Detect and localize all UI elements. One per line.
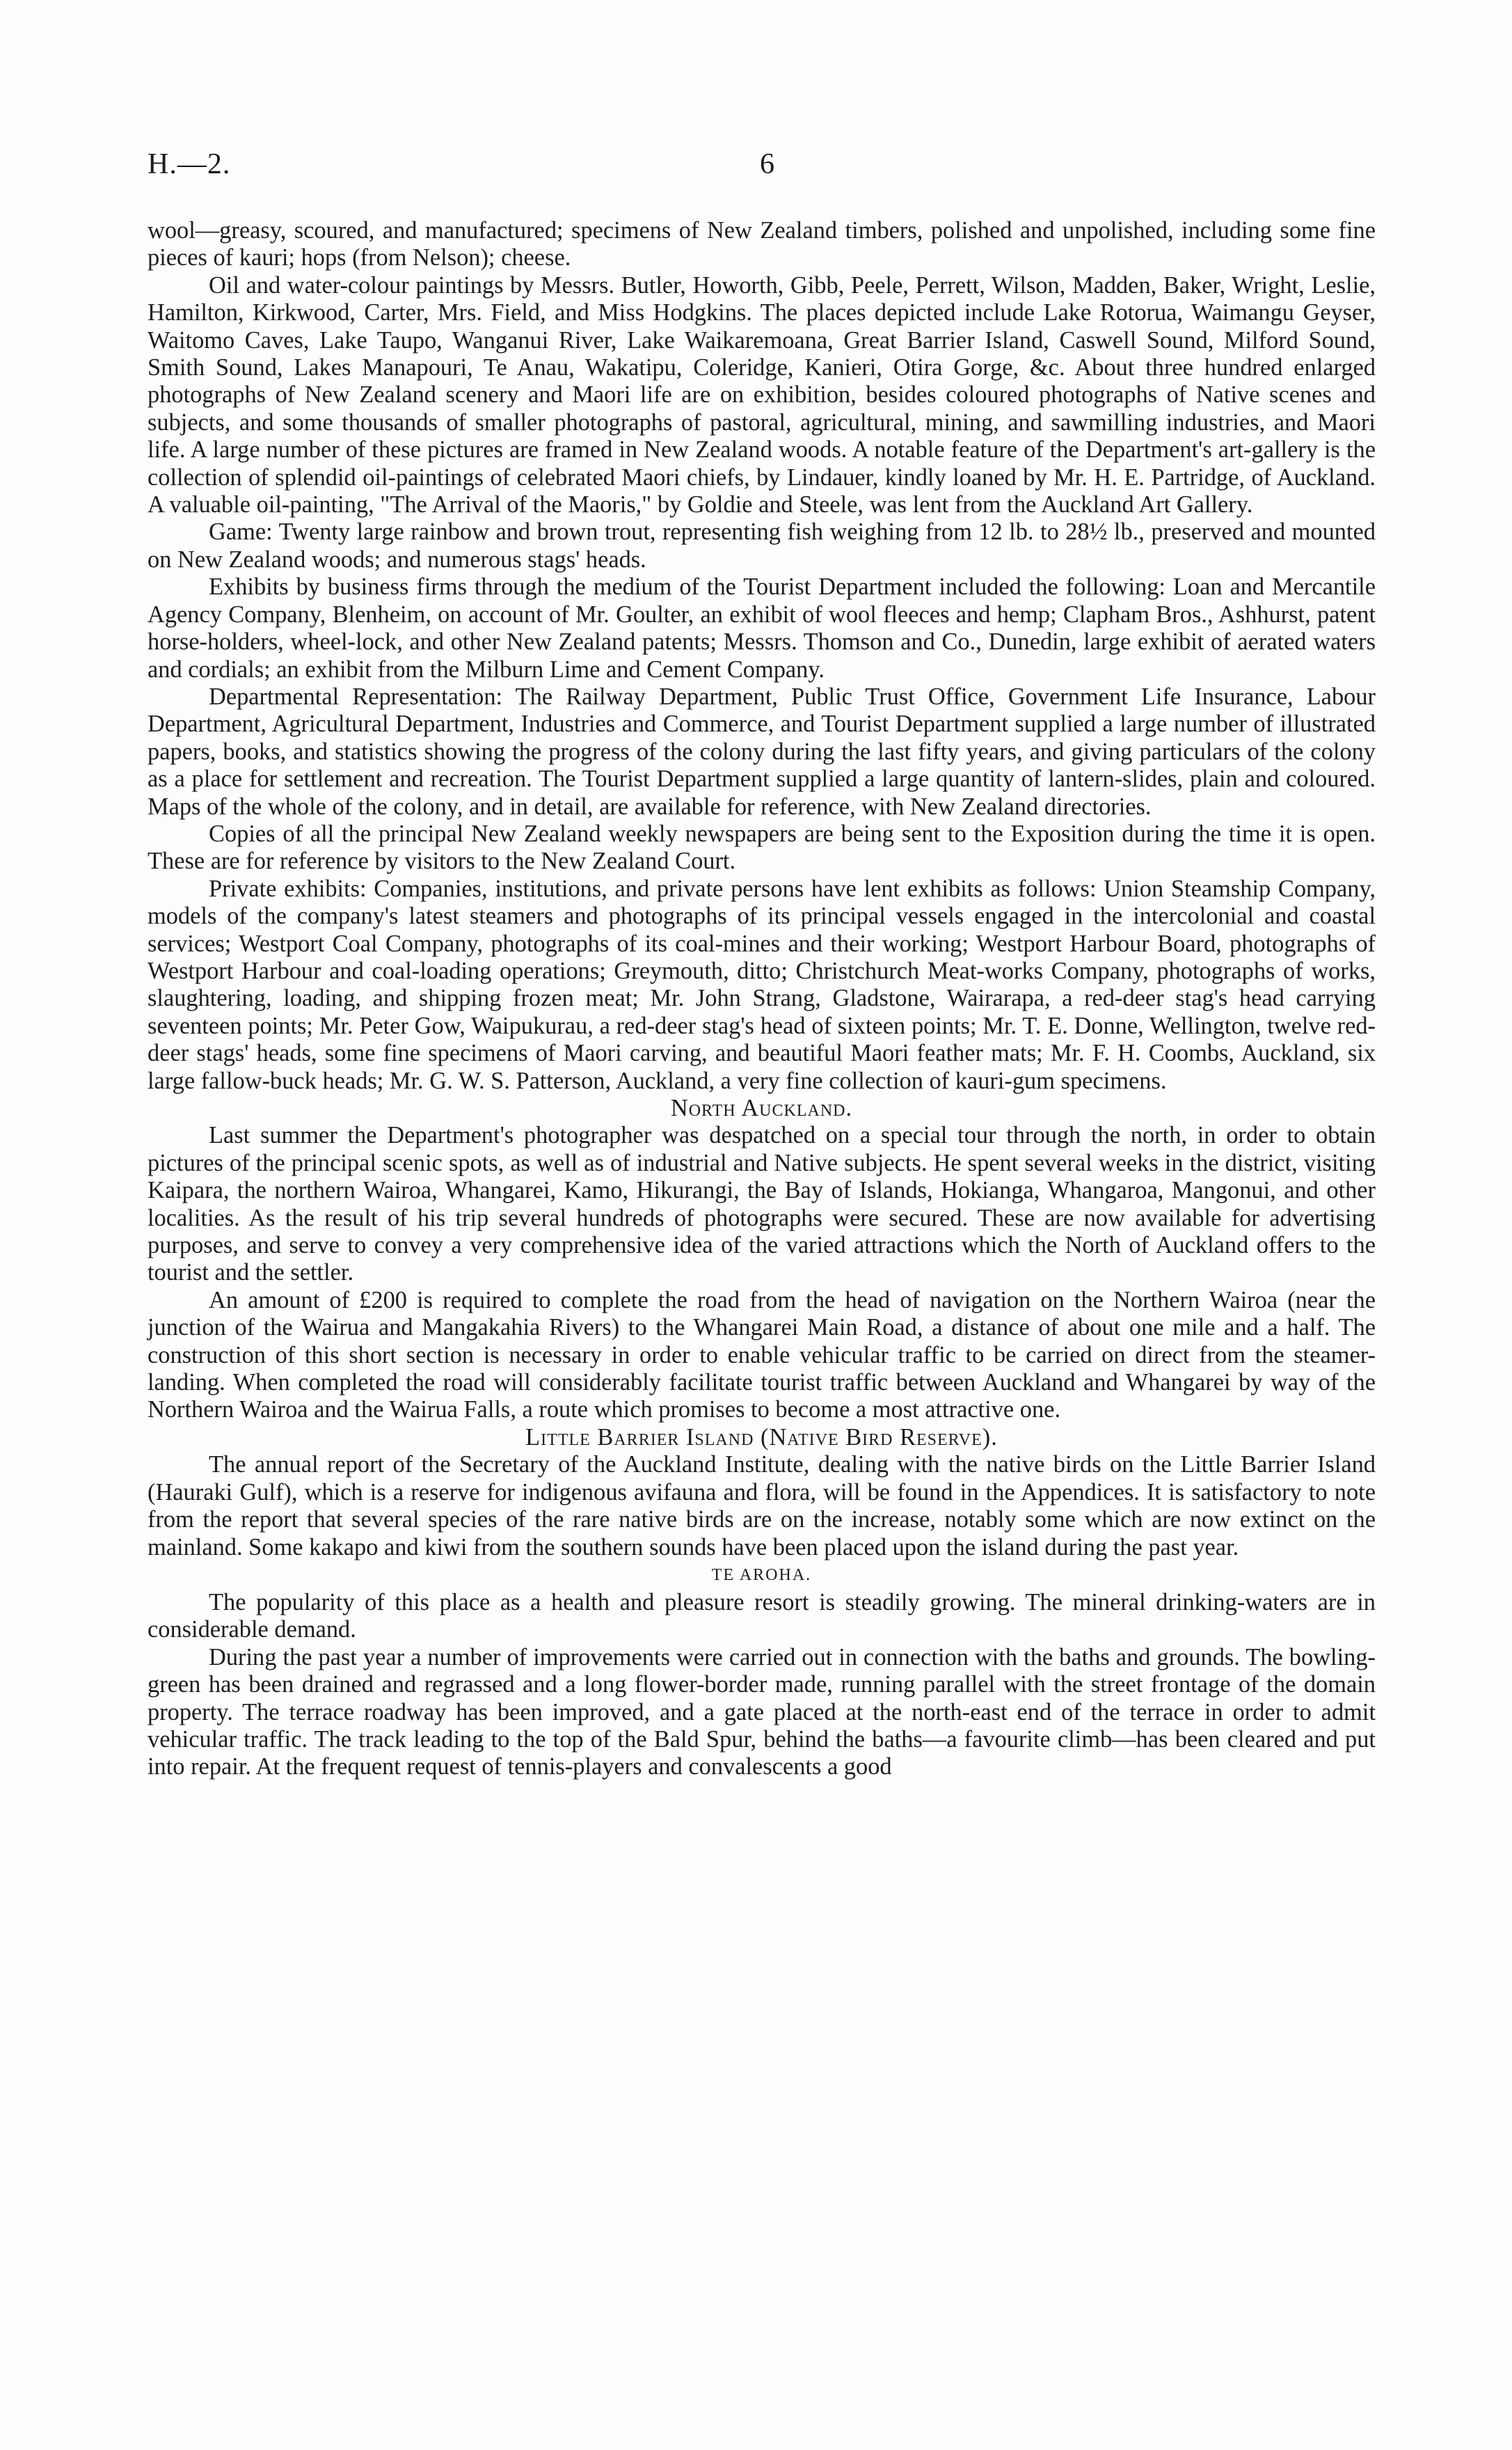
section-heading-te-aroha: TE AROHA. [711,1565,812,1584]
page-header [148,148,1376,189]
paragraph: The annual report of the Secretary of the Auckland Institute, dealing with the native birds on the Little Barrier Island (Hauraki Gulf), which is a reserve for indigenous avifauna and flora, will be found in the Appendices. It is satisfactory to note from the report that several species of the rare native birds are on the increase, notably some which are now extinct on the mainland. Some kakapo and kiwi from the southern sounds have been placed upon the island during the past year. [148,1451,1376,1560]
paragraph: During the past year a number of improvements were carried out in connection with the baths and grounds. The bowling-green has been drained and regrassed and a long flower-border made, running parallel with the street frontage of the domain property. The terrace roadway has been improved, and a gate placed at the north-east end of the terrace in order to admit vehicular traffic. The track leading to the top of the Bald Spur, behind the baths—a favourite climb—has been cleared and put into repair. At the frequent request of tennis-players and convalescents a good [148,1643,1376,1780]
paragraph: Copies of all the principal New Zealand weekly newspapers are being sent to the Exposition during the time it is open. These are for reference by visitors to the New Zealand Court. [148,820,1376,875]
paragraph: Game: Twenty large rainbow and brown trout, representing fish weighing from 12 lb. to 28½ lb., preserved and mounted on New Zealand woods; and numerous stags' heads. [148,519,1376,573]
document-body [148,217,1376,1781]
paragraph: Private exhibits: Companies, institutions, and private persons have lent exhibits as follows: Union Steamship Company, models of the company's latest steamers and photographs of its principal vessels engaged in the intercolonial and coastal services; Westport Coal Company, photographs of its coal-mines and their working; Westport Harbour Board, photographs of Westport Harbour and coal-loading operations; Greymouth, ditto; Christchurch Meat-works Company, photographs of works, slaughtering, loading, and shipping frozen meat; Mr. John Strang, Gladstone, Wairarapa, a red-deer stag's head carrying seventeen points; Mr. Peter Gow, Waipukurau, a red-deer stag's head of sixteen points; Mr. T. E. Donne, Wellington, twelve red-deer stags' heads, some fine specimens of Maori carving, and beautiful Maori feather mats; Mr. F. H. Coombs, Auckland, six large fallow-buck heads; Mr. G. W. S. Patterson, Auckland, a very fine collection of kauri-gum specimens. [148,875,1376,1094]
paragraph: Exhibits by business firms through the medium of the Tourist Department included the following: Loan and Mercantile Agency Company, Blenheim, on account of Mr. Goulter, an exhibit of wool fleeces and hemp; Clapham Bros., Ashhurst, patent horse-holders, wheel-lock, and other New Zealand patents; Messrs. Thomson and Co., Dunedin, large exhibit of aerated waters and cordials; an exhibit from the Milburn Lime and Cement Company. [148,574,1376,683]
paragraph: Departmental Representation: The Railway Department, Public Trust Office, Government Life Insurance, Labour Department, Agricultural Department, Industries and Commerce, and Tourist Department supplied a large number of illustrated papers, books, and statistics showing the progress of the colony during the last fifty years, and giving particulars of the colony as a place for settlement and recreation. The Tourist Department supplied a large quantity of lantern-slides, plain and coloured. Maps of the whole of the colony, and in detail, are available for reference, with New Zealand directories. [148,683,1376,820]
paragraph: The popularity of this place as a health and pleasure resort is steadily growing. The mineral drinking-waters are in considerable demand. [148,1588,1376,1643]
paragraph: An amount of £200 is required to complete the road from the head of navigation on the Northern Wairoa (near the junction of the Wairua and Mangakahia Rivers) to the Whangarei Main Road, a distance of about one mile and a half. The construction of this short section is necessary in order to enable vehicular traffic to be carried on direct from the steamer-landing. When completed the road will considerably facilitate tourist traffic between Auckland and Whangarei by way of the Northern Wairoa and the Wairua Falls, a route which promises to become a most attractive one. [148,1286,1376,1423]
section-heading-little-barrier: Little Barrier Island (Native Bird Reserve). [525,1423,998,1451]
document-code: H.—2. [148,148,231,180]
paragraph: Oil and water-colour paintings by Messrs. Butler, Howorth, Gibb, Peele, Perrett, Wilson, Madden, Baker, Wright, Leslie, Hamilton, Kirkwood, Carter, Mrs. Field, and Miss Hodgkins. The places depicted include Lake Rotorua, Waimangu Geyser, Waitomo Caves, Lake Taupo, Wanganui River, Lake Waikaremoana, Great Barrier Island, Caswell Sound, Milford Sound, Smith Sound, Lakes Manapouri, Te Anau, Wakatipu, Coleridge, Kanieri, Otira Gorge, &c. About three hundred enlarged photographs of New Zealand scenery and Maori life are on exhibition, besides coloured photographs of Native scenes and subjects, and some thousands of smaller photographs of pastoral, agricultural, mining, and sawmilling industries, and Maori life. A large number of these pictures are framed in New Zealand woods. A notable feature of the Department's art-gallery is the collection of splendid oil-paintings of celebrated Maori chiefs, by Lindauer, kindly loaned by Mr. H. E. Partridge, of Auckland. A valuable oil-painting, "The Arrival of the Maoris," by Goldie and Steele, was lent from the Auckland Art Gallery. [148,271,1376,519]
page-number: 6 [760,148,774,180]
paragraph: Last summer the Department's photographer was despatched on a special tour through the north, in order to obtain pictures of the principal scenic spots, as well as of industrial and Native subjects. He spent several weeks in the district, visiting Kaipara, the northern Wairoa, Whangarei, Kamo, Hikurangi, the Bay of Islands, Hokianga, Whangaroa, Mangonui, and other localities. As the result of his trip several hundreds of photographs were secured. These are now available for advertising purposes, and serve to convey a very comprehensive idea of the varied attractions which the North of Auckland offers to the tourist and the settler. [148,1122,1376,1286]
section-heading-north-auckland: North Auckland. [670,1095,853,1121]
paragraph: wool—greasy, scoured, and manufactured; specimens of New Zealand timbers, polished and unpolished, including some fine pieces of kauri; hops (from Nelson); cheese. [148,217,1376,271]
